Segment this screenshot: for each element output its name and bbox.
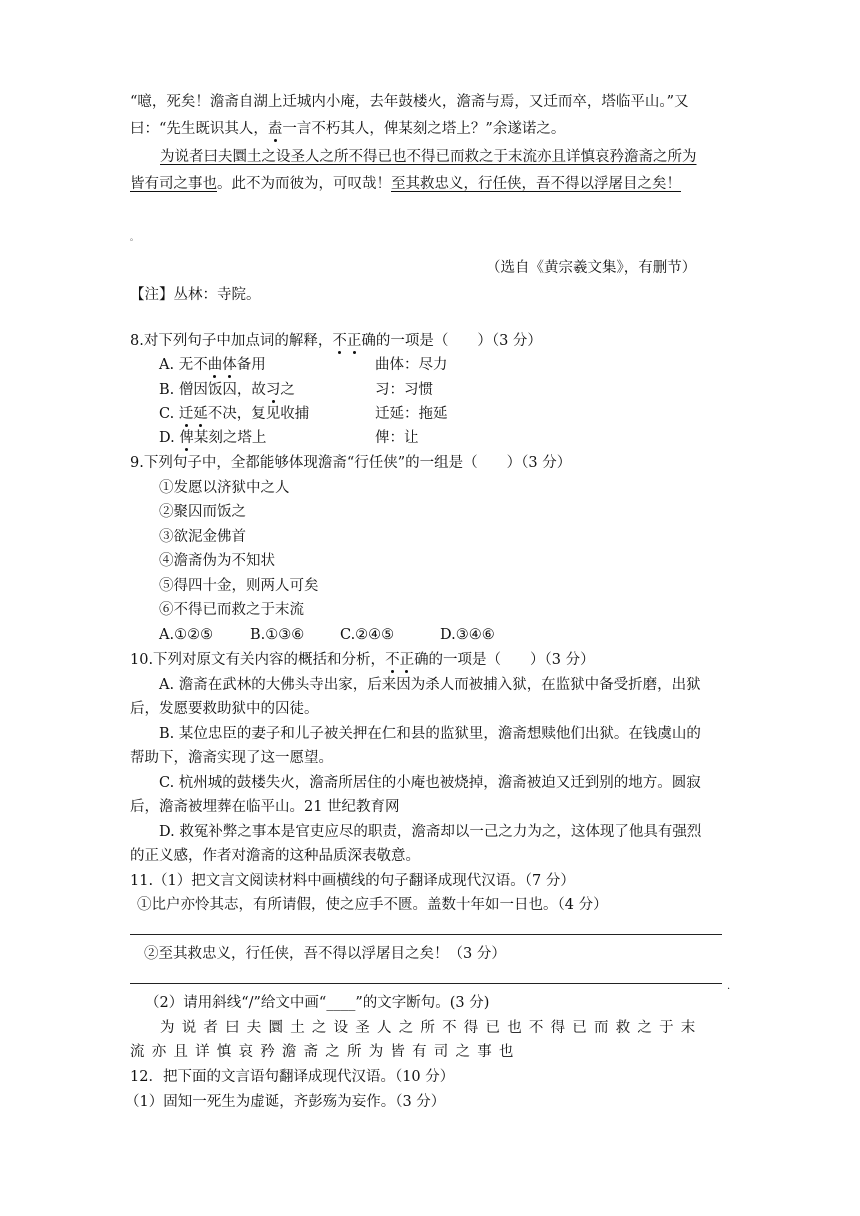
answer-line[interactable] — [130, 983, 722, 984]
q9-choice-a: A.①②⑤ — [159, 627, 214, 643]
q10-option-b: B. 某位忠臣的妻子和儿子被关押在仁和县的监狱里，澹斋想赎他们出狱。在钱虞山的 — [159, 726, 701, 742]
question-12-stem: 12．把下面的文言语句翻译成现代汉语。（10 分） — [130, 1069, 455, 1085]
source-citation: （选自《黄宗羲文集》，有删节） — [486, 260, 697, 276]
passage-line: 为说者曰夫圜土之设圣人之所不得已也不得已而救之于末流亦且详慎哀矜澹斋之所为 — [160, 149, 697, 165]
q10-option-a: A. 澹斋在武林的大佛头寺出家，后来因为杀人而被捕入狱，在监狱中备受折磨，出狱 — [159, 677, 701, 693]
q9-item: ⑥不得已而救之于末流 — [159, 602, 304, 618]
q10-option-c-cont: 后，澹斋被埋葬在临平山。21 世纪教育网 — [130, 799, 400, 815]
q11-sentence-2: ②至其救忠义，行任侠，吾不得以浮屠目之矣！（3 分） — [144, 946, 506, 962]
q8-option-c-explanation: 迁延：拖延 — [375, 406, 448, 422]
q9-item: ④澹斋伪为不知状 — [159, 553, 275, 569]
q8-option-a: A. 无不曲体备用 — [159, 357, 266, 373]
q9-choice-d: D.③④⑥ — [440, 627, 495, 643]
question-10-stem: 10.下列对原文有关内容的概括和分析，不正确的一项是（ ）（3 分） — [130, 652, 595, 668]
q8-option-b: B. 僧因饭囚，故习之 — [159, 382, 295, 398]
q9-item: ①发愿以济狱中之人 — [159, 480, 290, 496]
punctuation-text-line: 为说者曰夫圜土之设圣人之所不得已也不得已而救之于末 — [160, 1020, 703, 1036]
q11-part-2: （2）请用斜线“/”给文中画“____”的文字断句。(3 分) — [145, 995, 490, 1011]
punctuation-text-line: 流亦且详慎哀矜澹斋之所为皆有司之事也 — [130, 1044, 521, 1060]
passage-line: 曰：“先生既识其人，盍一言不朽其人，俾某刻之塔上？”余遂诺之。 — [130, 121, 566, 137]
question-9-stem: 9.下列句子中，全都能够体现澹斋“行任侠”的一组是（ ）（3 分） — [130, 455, 572, 471]
q10-option-d-cont: 的正义感，作者对澹斋的这种品质深表敬意。 — [130, 848, 420, 864]
stray-mark: 。 — [130, 233, 138, 242]
stray-mark: . — [727, 981, 731, 992]
q8-option-a-explanation: 曲体：尽力 — [375, 357, 448, 373]
q8-option-d-explanation: 俾：让 — [375, 430, 419, 446]
question-8-stem: 8.对下列句子中加点词的解释，不正确的一项是（ ）（3 分） — [130, 333, 542, 349]
q10-option-b-cont: 帮助下，澹斋实现了这一愿望。 — [130, 750, 333, 766]
q10-option-c: C. 杭州城的鼓楼失火，澹斋所居住的小庵也被烧掉，澹斋被迫又迁到别的地方。圆寂 — [159, 775, 701, 791]
q10-option-d: D. 救冤补弊之事本是官吏应尽的职责，澹斋却以一己之力为之，这体现了他具有强烈 — [159, 824, 702, 840]
q9-item: ③欲泥金佛首 — [159, 529, 246, 545]
question-11-stem: 11.（1）把文言文阅读材料中画横线的句子翻译成现代汉语。（7 分） — [130, 873, 575, 889]
q8-option-c: C. 迁延不决，复见收捕 — [159, 406, 310, 422]
answer-line[interactable] — [130, 934, 722, 935]
dotted-char: 盍 — [267, 121, 283, 137]
q9-choice-b: B.①③⑥ — [250, 627, 305, 643]
q10-option-a-cont: 后，发愿要救助狱中的囚徒。 — [130, 701, 319, 717]
q9-item: ⑤得四十金，则两人可矣 — [159, 578, 319, 594]
q8-option-b-explanation: 习：习惯 — [375, 382, 433, 398]
footnote: 【注】丛林：寺院。 — [130, 287, 261, 303]
passage-line: 皆有司之事也。此不为而彼为，可叹哉！至其救忠义，行任侠，吾不得以浮屠目之矣！ — [130, 176, 681, 192]
q9-choice-c: C.②④⑤ — [340, 627, 395, 643]
q11-sentence-1: ①比户亦怜其志，有所请假，使之应手不匮。盖数十年如一日也。（4 分） — [137, 897, 608, 913]
q12-sentence-1: （1）固知一死生为虚诞，齐彭殇为妄作。（3 分） — [125, 1094, 446, 1110]
q9-item: ②聚囚而饭之 — [159, 504, 246, 520]
q8-option-d: D. 俾某刻之塔上 — [159, 430, 267, 446]
passage-line: “噫，死矣！澹斋自湖上迁城内小庵，去年鼓楼火，澹斋与焉，又迁而卒，塔临平山。”又 — [130, 94, 689, 110]
